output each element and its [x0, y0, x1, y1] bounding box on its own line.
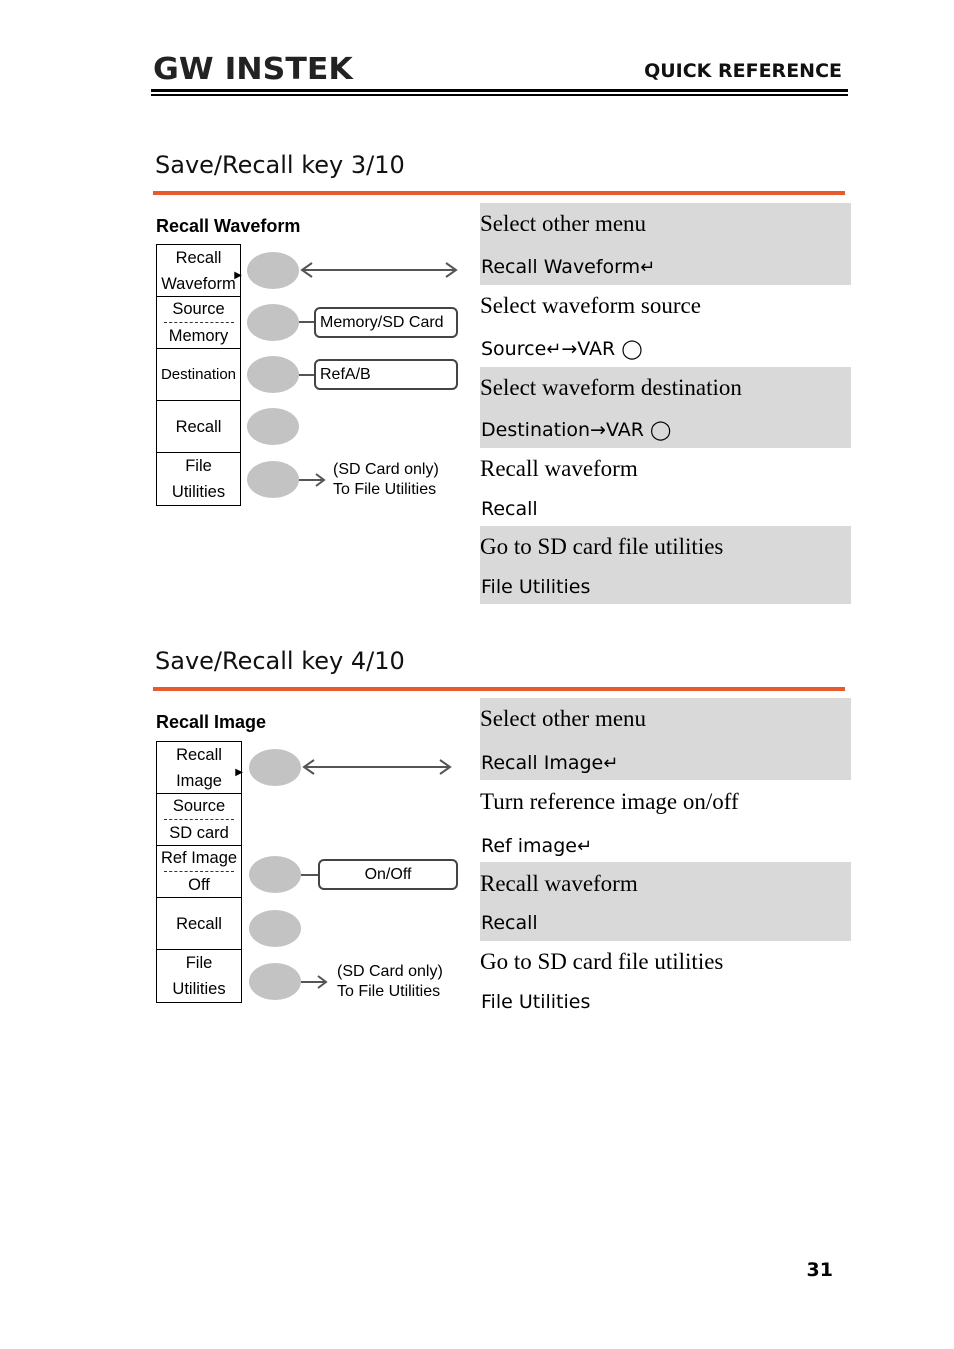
desc-key: Recall Waveform↵: [481, 256, 656, 278]
desc-go-to-file-utilities: [480, 941, 851, 1020]
note-line: To File Utilities: [337, 983, 441, 1000]
softkey-label: Source: [172, 797, 226, 815]
desc-key: File Utilities: [481, 991, 591, 1013]
desc-title: Turn reference image on/off: [480, 789, 739, 814]
desc-title: Select other menu: [480, 706, 647, 731]
submenu-arrow-icon: ▶: [234, 270, 242, 281]
softkey-label: Recall: [176, 745, 222, 764]
softkey-value: Memory: [168, 327, 229, 345]
softkey-value: SD card: [169, 824, 229, 842]
softkey-label: Recall: [176, 914, 222, 933]
section2-title: Save/Recall key 4/10: [155, 647, 405, 675]
softkey-label: Recall: [175, 417, 222, 436]
section2-subtitle: Recall Image: [156, 712, 267, 732]
desc-recall-waveform: [480, 862, 851, 941]
softkey-label: Utilities: [171, 483, 226, 501]
page-number: 31: [806, 1259, 833, 1281]
note-line: (SD Card only): [333, 461, 439, 478]
desc-select-other-menu: [480, 698, 851, 780]
softkey-label: File: [185, 457, 212, 475]
option-box-ref-ab: RefA/B: [314, 359, 458, 390]
desc-title: Go to SD card file utilities: [480, 949, 724, 974]
enter-icon: ↵: [603, 753, 619, 774]
desc-title: Select waveform source: [480, 293, 701, 318]
desc-title: Recall waveform: [480, 456, 638, 481]
section1-title: Save/Recall key 3/10: [155, 151, 405, 179]
option-box-on-off: On/Off: [318, 859, 458, 890]
softkey-label: Destination: [160, 365, 237, 383]
softkey-label: Ref Image: [160, 849, 238, 867]
desc-key: Destination→VAR ◯: [481, 419, 672, 441]
file-utilities-note: [337, 962, 443, 1002]
note-line: (SD Card only): [337, 963, 443, 980]
desc-title: Select waveform destination: [480, 375, 742, 400]
desc-title: Select other menu: [480, 211, 647, 236]
submenu-arrow-icon: ▶: [235, 767, 243, 778]
softkey-value: Off: [188, 876, 210, 894]
note-line: To File Utilities: [333, 481, 437, 498]
softkey-label: Waveform: [161, 274, 236, 293]
section1-subtitle: Recall Waveform: [156, 216, 301, 236]
enter-icon: ↵: [546, 339, 562, 360]
softkey-label: Recall: [175, 248, 222, 267]
enter-icon: ↵: [576, 836, 593, 857]
desc-key: File Utilities: [481, 576, 591, 598]
desc-key: Source↵→VAR ◯: [481, 338, 643, 360]
desc-key: Recall: [481, 912, 538, 934]
desc-key: Recall: [481, 498, 538, 520]
variable-knob-icon: ◯: [621, 338, 643, 360]
softkey-label: Source: [172, 300, 225, 318]
option-box-memory-sd-card: Memory/SD Card: [314, 307, 458, 338]
header-section-title: QUICK REFERENCE: [644, 60, 842, 82]
gw-instek-logo: GW INSTEK: [153, 52, 353, 87]
desc-turn-ref-image: [480, 780, 851, 862]
softkey-label: Image: [176, 771, 222, 790]
desc-key: Recall Image↵: [481, 752, 619, 774]
desc-title: Go to SD card file utilities: [480, 534, 724, 559]
softkey-label: Utilities: [172, 980, 226, 998]
desc-title: Recall waveform: [480, 871, 638, 896]
softkey-label: File: [185, 954, 213, 972]
desc-key: Ref image↵: [481, 835, 593, 857]
variable-knob-icon: ◯: [649, 419, 672, 441]
enter-icon: ↵: [640, 257, 656, 278]
